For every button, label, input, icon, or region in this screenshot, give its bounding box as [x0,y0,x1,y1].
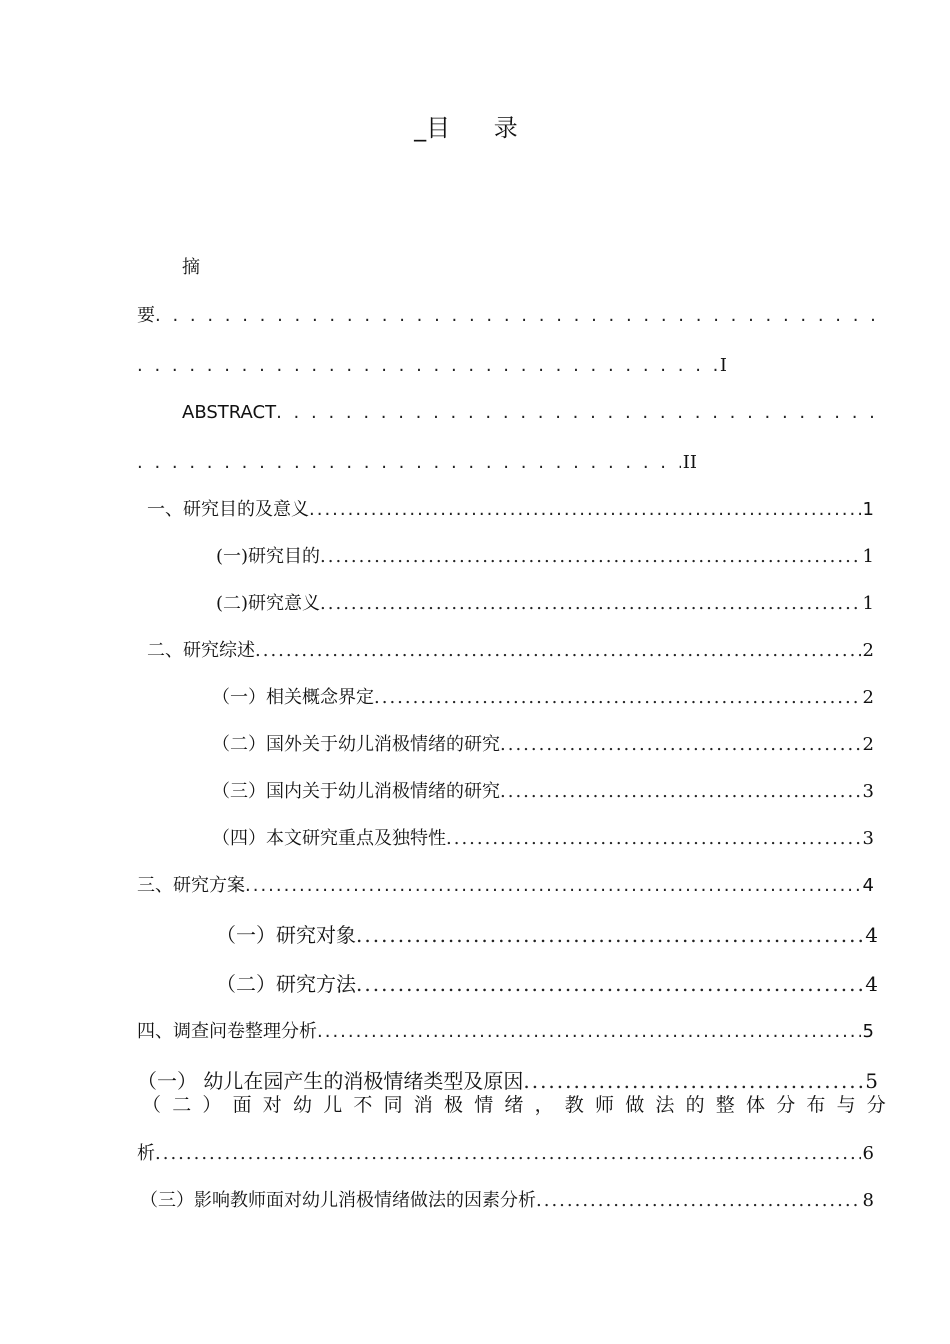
toc-leader-dots [500,776,861,808]
toc-entry-section-1[interactable] [147,494,874,526]
toc-page-number: 3 [862,828,874,849]
toc-entry-section-2-2[interactable] [212,729,874,761]
toc-entry-text: 析 [137,1143,155,1164]
toc-leader-dots [320,541,861,573]
toc-page-number: 4 [865,972,878,996]
toc-entry-section-2-4[interactable] [212,823,874,855]
toc-leader-dots [356,919,863,951]
toc-entry-text: (一)研究目的 [216,546,321,567]
toc-leader-dots [155,300,877,332]
toc-abstract-cn-first-char: 摘 [182,257,200,278]
toc-entry-text: （二）研究方法 [216,972,356,996]
toc-leader-dots [536,1185,861,1217]
toc-page-number: 5 [865,1069,878,1093]
toc-page-number: 5 [862,1021,874,1042]
toc-page-number: 3 [862,781,874,802]
toc-page-number: II [682,452,697,473]
toc-entry-text: （三）国内关于幼儿消极情绪的研究 [212,781,500,802]
toc-entry-text: 四、调查问卷整理分析 [137,1021,317,1042]
toc-entry-section-2-1[interactable] [212,682,874,714]
toc-entry-section-4[interactable] [137,1016,874,1048]
toc-page-number: I [719,355,727,376]
toc-page-number: 2 [862,687,874,708]
toc-entry-section-2[interactable] [147,635,874,667]
toc-entry-text: （一） 幼儿在园产生的消极情绪类型及原因 [137,1069,524,1093]
toc-entry-text: （二）国外关于幼儿消极情绪的研究 [212,734,500,755]
toc-entry-text: 要 [137,305,155,326]
toc-entry-text: 三、研究方案 [137,875,245,896]
toc-page-number: 8 [862,1190,874,1211]
toc-page-number: 2 [862,640,874,661]
toc-leader-dots [137,350,718,382]
toc-page-number: 2 [862,734,874,755]
toc-leader-dots [356,968,863,1000]
toc-leader-dots [155,1138,861,1170]
toc-leader-dots [317,1016,861,1048]
toc-page-number: 1 [862,499,874,520]
toc-entry-section-1-1[interactable] [216,541,874,573]
toc-page-number: 1 [862,546,874,567]
toc-entry-text: （三）影响教师面对幼儿消极情绪做法的因素分析 [140,1190,536,1211]
toc-entry-text: （一）研究对象 [216,923,356,947]
toc-entry-section-4-2-line2[interactable] [137,1138,874,1170]
toc-entry-text: （一）相关概念界定 [212,687,374,708]
toc-entry-section-3-2[interactable] [216,968,878,1000]
toc-entry-abstract-en[interactable] [182,397,877,429]
toc-entry-section-3-1[interactable] [216,919,878,951]
toc-page-number: 4 [862,875,874,896]
toc-entry-section-4-2-line1[interactable]: （二）面对幼儿不同消极情绪，教师做法的整体分布与分 [142,1094,898,1116]
toc-leader-dots [245,870,861,902]
title-prefix: _ [414,114,427,142]
toc-entry-text: 二、研究综述 [147,640,255,661]
title-text: 目 录 [426,114,536,142]
toc-entry-section-2-3[interactable] [212,776,874,808]
toc-entry-text: （四）本文研究重点及独特性 [212,828,446,849]
toc-leader-dots [500,729,861,761]
toc-entry-section-1-2[interactable] [216,588,874,620]
toc-leader-dots [255,635,861,667]
toc-entry-abstract-cn-cont[interactable] [137,350,727,382]
toc-leader-dots [320,588,861,620]
toc-page-number: 6 [862,1143,874,1164]
toc-leader-dots [374,682,861,714]
toc-page-number: 4 [865,923,878,947]
toc-entry-text: ABSTRACT [182,402,277,423]
toc-leader-dots [309,494,861,526]
toc-entry-abstract-cn[interactable] [137,300,877,332]
toc-leader-dots [446,823,861,855]
toc-entry-section-4-3[interactable] [140,1185,874,1217]
page-title [0,108,950,143]
toc-leader-dots [276,397,877,429]
toc-page-number: 1 [862,593,874,614]
toc-entry-text: 一、研究目的及意义 [147,499,309,520]
toc-entry-abstract-en-cont[interactable] [137,447,697,479]
toc-entry-section-3[interactable] [137,870,874,902]
toc-entry-text: (二)研究意义 [216,593,321,614]
toc-leader-dots [137,447,681,479]
